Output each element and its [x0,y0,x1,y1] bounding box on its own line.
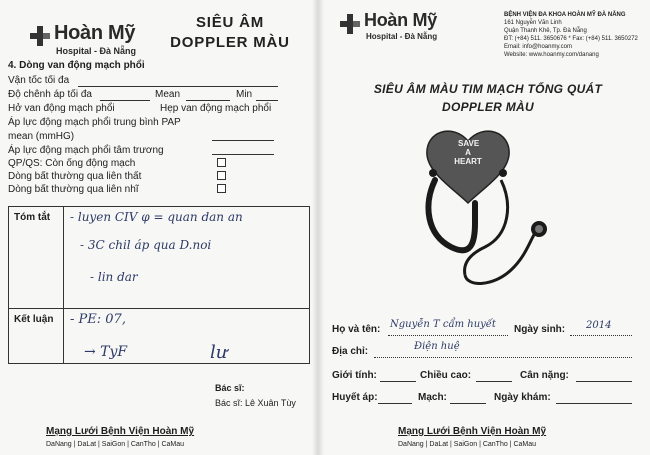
conclusion-label: Kết luận [14,314,54,325]
label-gradient-max: Độ chênh áp tối đa [8,89,92,100]
heart-stethoscope-icon [413,125,563,290]
label-pap-diastolic: Áp lực động mạch phổi tâm trương [8,145,164,156]
weight-label: Cân nặng: [520,370,569,381]
bp-label: Huyết áp: [332,392,378,403]
right-footer-cities: DaNang | DaLat | SaiGon | CanTho | CaMau [398,441,537,448]
line-address [374,357,632,358]
hospital-info-6: Website: www.hoanmy.com/danang [504,52,599,58]
exam-date-label: Ngày khám: [494,392,551,403]
summary-handwriting-1: - luyen CIV φ = quan dan an [70,210,243,224]
brand-subtitle: Hospital - Đà Nẵng [56,46,137,56]
conclusion-handwriting-2: → TyF [84,344,128,360]
label-pulm-regurg: Hở van động mạch phổi [8,103,115,114]
height-label: Chiều cao: [420,370,472,381]
line-gender [380,381,416,382]
label-abnormal-ventricular: Dòng bất thường qua liên thất [8,171,142,182]
right-title-line1: SIÊU ÂM MÀU TIM MẠCH TỔNG QUÁT [373,82,603,96]
brand-name: Hoàn Mỹ [54,22,136,44]
line-gradient-min [256,100,278,101]
brand-name: Hoàn Mỹ [364,10,437,30]
label-pap-mean-2: mean (mmHG) [8,131,75,142]
line-pap-diastolic [212,154,274,155]
gender-label: Giới tính: [332,370,377,381]
hospital-cross-logo-icon [340,14,360,34]
doctor-name: Bác sĩ: Lê Xuân Tùy [215,398,296,408]
brand-subtitle: Hospital - Đà Nẵng [366,32,438,41]
label-velocity-max: Vận tốc tối đa [8,75,70,86]
checkbox-icon[interactable] [217,184,226,193]
left-footer-title: Mạng Lưới Bệnh Viện Hoàn Mỹ [46,426,195,437]
right-footer-title: Mạng Lưới Bệnh Viện Hoàn Mỹ [398,426,547,437]
birth-value: 2014 [586,320,612,331]
label-gradient-min: Min [236,89,253,100]
address-value: Điện huệ [414,341,460,352]
left-title-line1: SIÊU ÂM [195,14,265,31]
heart-text-1: SAVE [458,139,480,148]
line-bp [378,403,412,404]
name-label: Họ và tên: [332,324,381,335]
line-pap-mean [212,140,274,141]
summary-label: Tóm tắt [14,212,51,223]
line-weight [576,381,632,382]
line-gradient-max [100,100,150,101]
label-pap-mean-1: Áp lực động mạch phổi trung bình PAP [8,117,181,128]
left-title-line2: DOPPLER MÀU [170,34,290,51]
checkbox-icon[interactable] [217,171,226,180]
results-divider [8,308,310,309]
line-birth [570,335,632,336]
page-fold-shadow [312,0,324,455]
label-abnormal-atrial: Dòng bất thường qua liên nhĩ [8,184,139,195]
hospital-info-2: 161 Nguyễn Văn Linh [504,20,562,26]
hospital-info-1: BỆNH VIỆN ĐA KHOA HOÀN MỸ ĐÀ NẴNG [504,12,626,18]
section-heading: 4. Dòng van động mạch phổi [8,60,145,71]
left-footer-cities: DaNang | DaLat | SaiGon | CanTho | CaMau [46,441,185,448]
conclusion-handwriting-1: - PE: 07, [70,312,126,327]
line-gradient-mean [186,100,230,101]
summary-handwriting-2: - 3C chil áp qua D.noi [80,238,212,252]
heart-text-3: HEART [454,157,482,166]
hospital-info-3: Quận Thanh Khê, Tp. Đà Nẵng [504,28,587,34]
hospital-cross-logo-icon [30,26,50,46]
right-page [318,0,650,455]
results-column-divider [63,206,64,363]
doctor-signature: lư [210,342,228,363]
label-qp-qs: QP/QS: Còn ống động mạch [8,158,136,169]
name-value: Nguyễn T cẩm huyết [390,319,496,330]
doctor-label: Bác sĩ: [215,383,245,393]
hospital-info-4: ĐT: (+84) 511. 3650676 * Fax: (+84) 511. 3650272 [504,36,638,42]
line-pulse [450,403,486,404]
label-pulm-stenosis: Hẹp van động mạch phổi [160,103,272,114]
summary-handwriting-3: - lin dar [90,270,138,284]
line-height [476,381,512,382]
results-box [8,206,310,364]
heart-text-2: A [465,148,471,157]
left-page [0,0,319,455]
pulse-label: Mạch: [418,392,447,403]
address-label: Địa chỉ: [332,346,369,357]
line-velocity-max [78,86,278,87]
birth-label: Ngày sinh: [514,324,566,335]
right-title-line2: DOPPLER MÀU [442,100,534,114]
checkbox-icon[interactable] [217,158,226,167]
line-name [388,335,508,336]
label-gradient-mean: Mean [155,89,181,100]
line-exam-date [556,403,632,404]
hospital-info-5: Email: info@hoanmy.com [504,44,573,50]
